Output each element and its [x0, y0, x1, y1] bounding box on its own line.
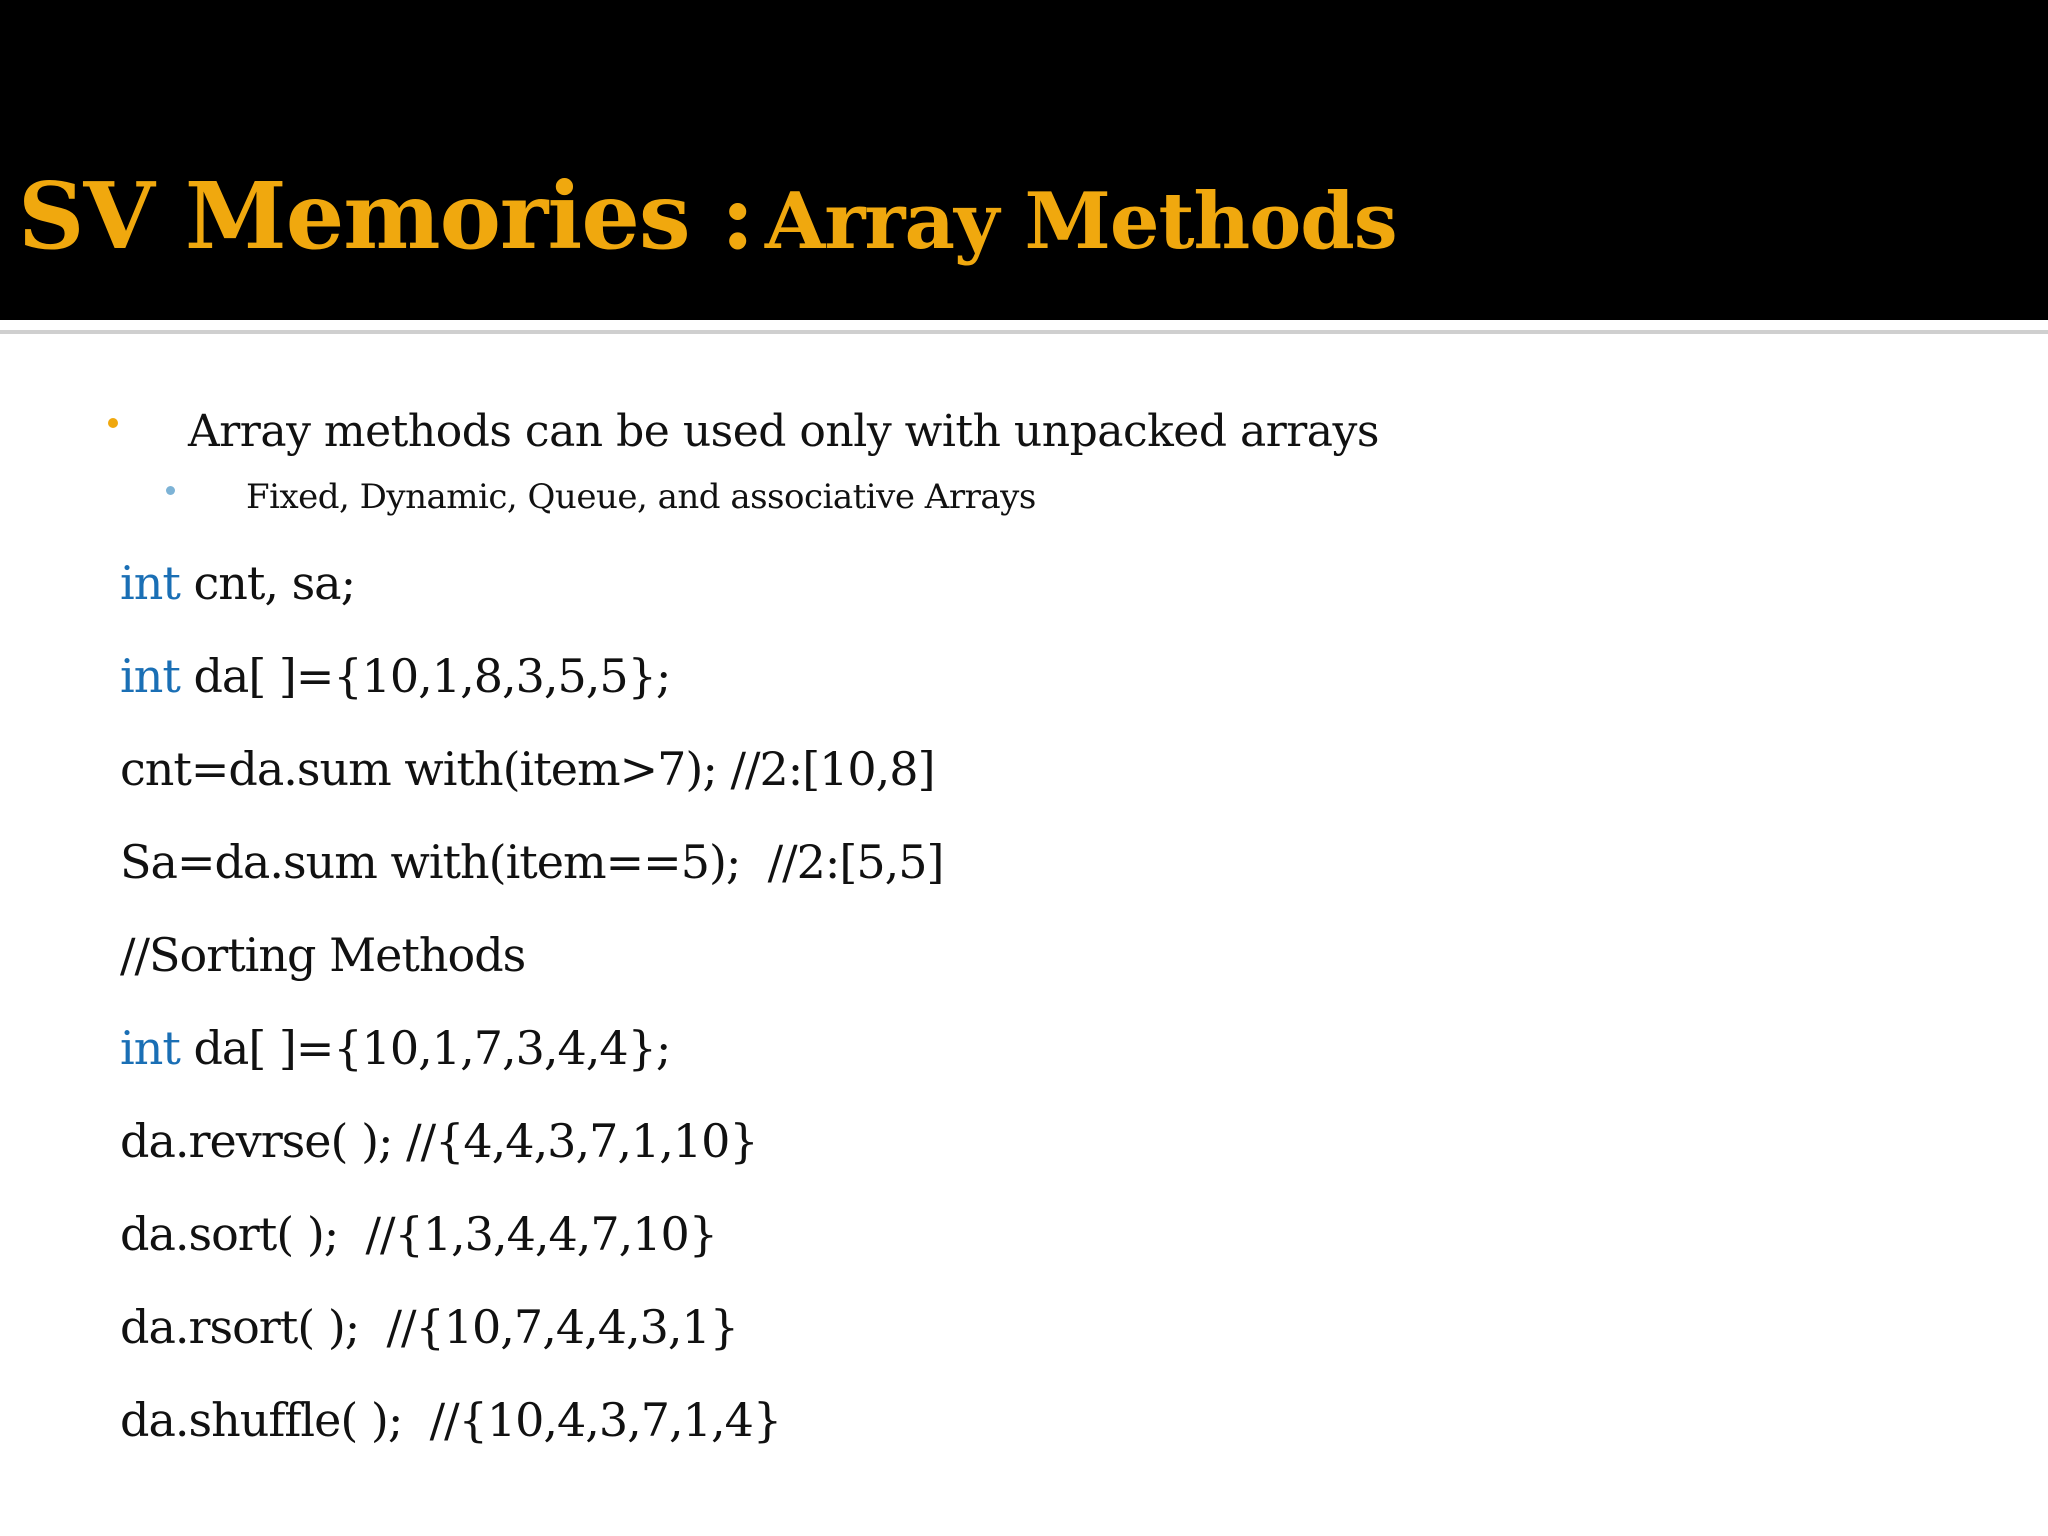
- code-line: [120, 1106, 943, 1199]
- title-main: SV Memories :: [18, 162, 754, 270]
- code-keyword: int: [120, 556, 180, 610]
- code-line: [120, 1013, 943, 1106]
- code-text: Sa=da.sum with(item==5); //2:[5,5]: [120, 835, 944, 889]
- code-text: da[ ]={10,1,8,3,5,5};: [179, 649, 671, 703]
- code-text: cnt=da.sum with(item>7); //2:[10,8]: [120, 742, 935, 796]
- sub-bullet-icon: [166, 486, 175, 495]
- code-line: [120, 920, 943, 1013]
- title-divider: [0, 330, 2048, 334]
- code-keyword: int: [120, 649, 180, 703]
- code-text: da[ ]={10,1,7,3,4,4};: [179, 1021, 671, 1075]
- code-line: [120, 548, 943, 641]
- code-line: [120, 641, 943, 734]
- code-line: [120, 827, 943, 920]
- title-sub: Array Methods: [764, 176, 1397, 267]
- code-line: [120, 1199, 943, 1292]
- code-text: da.sort( ); //{1,3,4,4,7,10}: [120, 1207, 718, 1261]
- code-text: da.shuffle( ); //{10,4,3,7,1,4}: [120, 1393, 782, 1447]
- title-bar: [0, 0, 2048, 320]
- bullet-text: Array methods can be used only with unpacked arrays: [188, 406, 1379, 457]
- code-block: [120, 548, 943, 1478]
- slide-title: [18, 162, 1397, 270]
- code-keyword: int: [120, 1021, 180, 1075]
- code-text: //Sorting Methods: [120, 928, 526, 982]
- bullet-icon: [108, 418, 118, 428]
- code-text: da.rsort( ); //{10,7,4,4,3,1}: [120, 1300, 739, 1354]
- code-text: da.revrse( ); //{4,4,3,7,1,10}: [120, 1114, 758, 1168]
- sub-bullet-text: Fixed, Dynamic, Queue, and associative Arrays: [246, 477, 1036, 517]
- code-text: cnt, sa;: [179, 556, 356, 610]
- code-line: [120, 734, 943, 827]
- code-line: [120, 1292, 943, 1385]
- code-line: [120, 1385, 943, 1478]
